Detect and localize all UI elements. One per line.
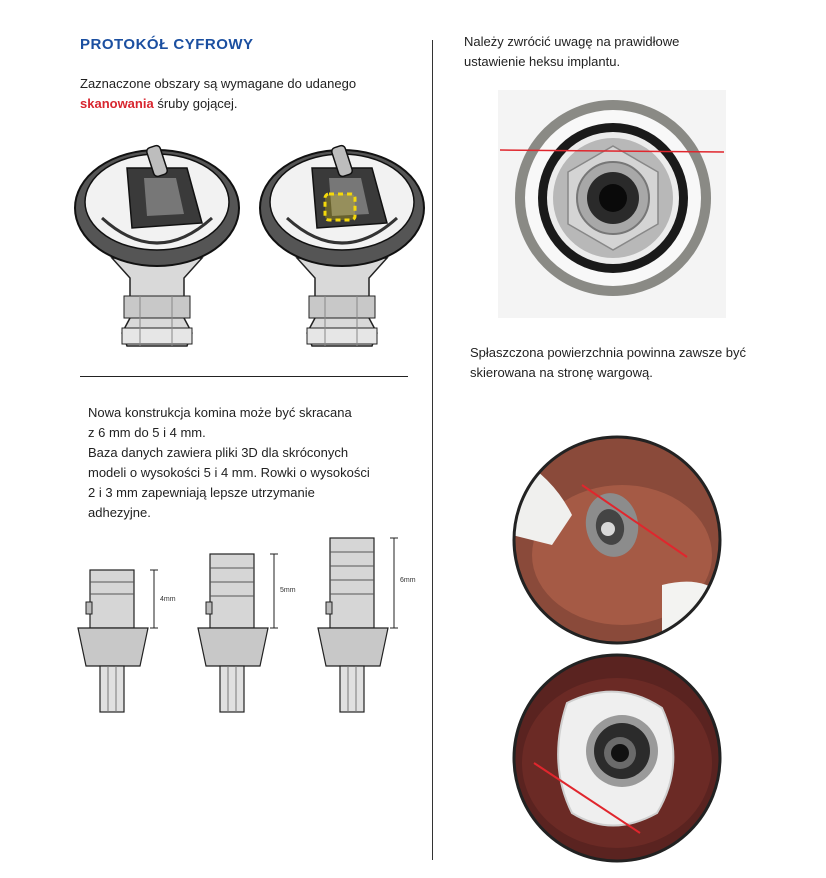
label-5mm: 5mm — [280, 587, 296, 594]
chimney-4mm — [78, 570, 176, 712]
hex-note-line-2: ustawienie heksu implantu. — [464, 54, 621, 69]
chimney-line-1: Nowa konstrukcja komina może być skracana — [88, 405, 352, 420]
section-divider — [80, 376, 408, 377]
intro-line-2 — [80, 94, 420, 114]
flat-note-line-2: skierowana na stronę wargową. — [470, 365, 653, 380]
healing-abutment-marked — [260, 145, 424, 346]
label-6mm: 6mm — [400, 577, 416, 584]
intro-text — [80, 74, 420, 114]
chimney-6mm — [318, 538, 416, 712]
flat-note-line-1: Spłaszczona powierzchnia powinna zawsze być — [470, 345, 747, 360]
column-divider — [432, 40, 433, 860]
chimney-text — [88, 403, 418, 523]
chimney-line-3: Baza danych zawiera pliki 3D dla skróconych — [88, 445, 349, 460]
scan-area-marker — [325, 194, 355, 220]
healing-abutment-plain — [75, 145, 239, 346]
healing-abutment-illustrations — [72, 128, 412, 364]
intro-highlight: skanowania — [80, 96, 154, 111]
intro-line-2-rest: śruby gojącej. — [153, 96, 238, 111]
flat-note — [470, 343, 810, 383]
clinical-photo-2 — [512, 653, 722, 863]
hex-note — [464, 32, 804, 72]
label-4mm: 4mm — [160, 596, 176, 603]
chimney-height-illustrations — [70, 530, 430, 720]
clinical-photo-1 — [512, 435, 722, 645]
chimney-line-2: z 6 mm do 5 i 4 mm. — [88, 425, 206, 440]
intro-line-1: Zaznaczone obszary są wymagane do udanego — [80, 76, 357, 91]
chimney-line-6: adhezyjne. — [88, 505, 151, 520]
chimney-line-5: 2 i 3 mm zapewniają lepsze utrzymanie — [88, 485, 315, 500]
hex-note-line-1: Należy zwrócić uwagę na prawidłowe — [464, 34, 680, 49]
implant-hex-image — [498, 90, 726, 318]
page-title: PROTOKÓŁ CYFROWY — [80, 36, 254, 53]
chimney-line-4: modeli o wysokości 5 i 4 mm. Rowki o wysokości — [88, 465, 370, 480]
chimney-5mm — [198, 554, 296, 712]
